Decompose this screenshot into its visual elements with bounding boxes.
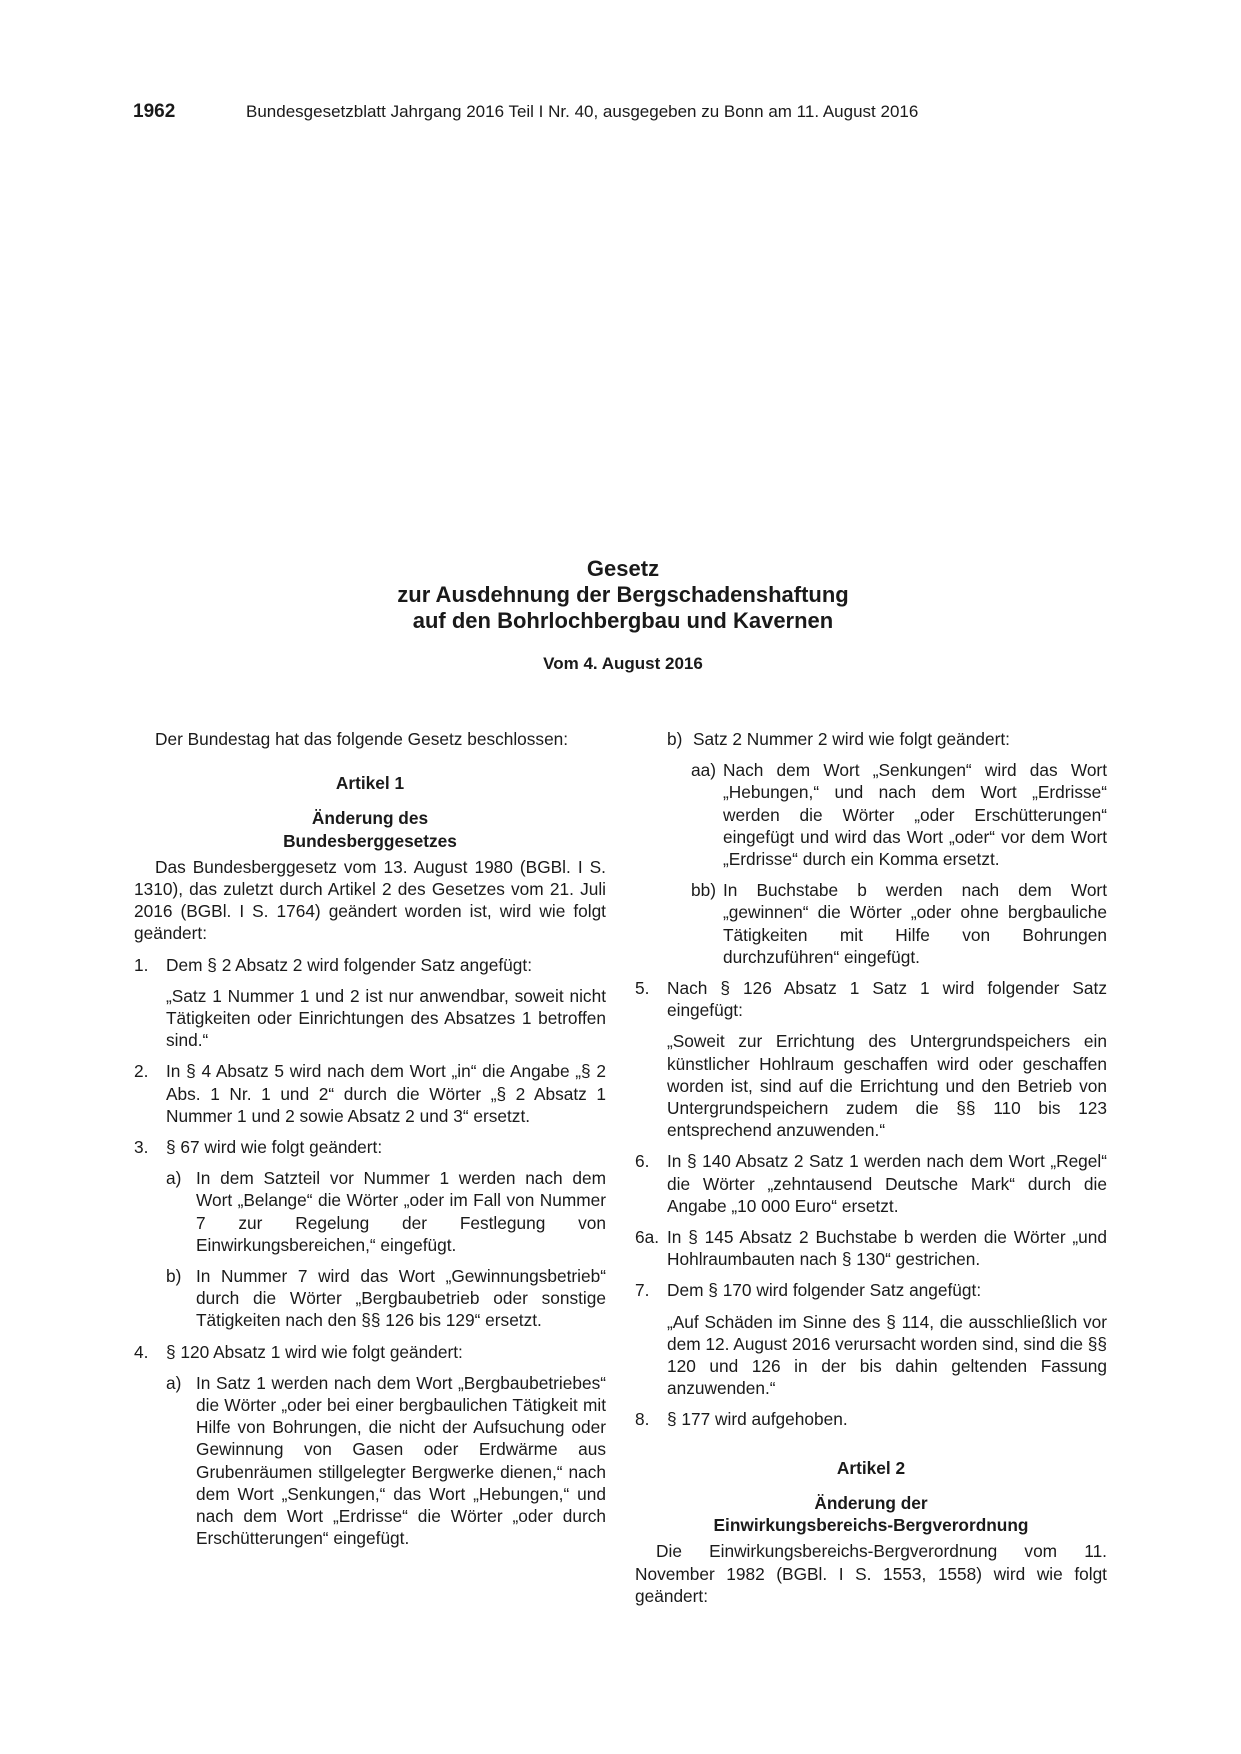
item-text: Nach § 126 Absatz 1 Satz 1 wird folgender Satz eingefügt: — [667, 978, 1107, 1021]
item-number: 6. — [635, 1151, 650, 1172]
item-number: 2. — [134, 1061, 149, 1082]
item-number: 3. — [134, 1137, 149, 1158]
page-number: 1962 — [133, 101, 176, 122]
article-1-title-line-1: Änderung des — [311, 808, 429, 829]
quoted-insertion: „Soweit zur Errichtung des Untergrundspeichers ein künstlicher Hohlraum geschaffen wird oder geschaffen worden ist, sind auf die Errichtung und den Betrieb von Untergrundspeichern zudem die §§ 110 bis 123 entsprechend anzuwenden.“ — [667, 1031, 1107, 1141]
item-text: In § 140 Absatz 2 Satz 1 werden nach dem Wort „Regel“ die Wörter „zehntausend Deutsche Mark“ durch die Angabe „10 000 Euro“ ersetzt. — [667, 1151, 1107, 1216]
list-item-3 — [134, 1136, 606, 1158]
sub-item-4b-bb — [635, 879, 1107, 968]
sub-item-text: In Satz 1 werden nach dem Wort „Bergbaubetriebes“ die Wörter „oder bei einer bergbaulichen Tätigkeit mit Hilfe von Bohrungen, die nicht der Aufsuchung oder Gewinnung von Gasen oder Erdwärme aus Grubenräumen stillgelegter Bergwerke dienen,“ nach dem Wort „Senkungen,“ das Wort „Hebungen,“ und nach dem Wort „Erdrisse“ die Wörter „oder durch Erschütterungen“ eingefügt. — [196, 1372, 606, 1549]
sub-item-text: Satz 2 Nummer 2 wird wie folgt geändert: — [693, 729, 1010, 749]
running-head: Bundesgesetzblatt Jahrgang 2016 Teil I Nr. 40, ausgegeben zu Bonn am 11. August 2016 — [246, 102, 919, 121]
article-1-intro: Das Bundesberggesetz vom 13. August 1980 (BGBl. I S. 1310), das zuletzt durch Artikel 2 des Gesetzes vom 21. Juli 2016 (BGBl. I S. 1764) geändert worden ist, wird wie folgt geändert: — [134, 856, 606, 944]
item-text: § 120 Absatz 1 wird wie folgt geändert: — [166, 1341, 463, 1362]
article-1-heading: Artikel 1 — [335, 773, 405, 794]
quoted-insertion: „Auf Schäden im Sinne des § 114, die ausschließlich vor dem 12. August 2016 verursacht worden sind, sind die §§ 120 und 126 in der bis dahin geltenden Fassung anzuwenden.“ — [667, 1311, 1107, 1399]
item-text: § 67 wird wie folgt geändert: — [166, 1137, 383, 1158]
list-item-6a — [635, 1226, 1107, 1270]
article-2-title-line-2: Einwirkungsbereichs-Bergverordnung — [713, 1515, 1029, 1536]
law-title-line-2: zur Ausdehnung der Bergschadenshaftung — [397, 582, 849, 607]
article-2-title-line-1: Änderung der — [814, 1492, 928, 1513]
left-column — [134, 728, 606, 1550]
sub-item-label: b) — [667, 729, 683, 749]
sub-item-text: In Nummer 7 wird das Wort „Gewinnungsbetrieb“ durch die Wörter „Bergbaubetrieb oder sonstige Tätigkeiten nach den §§ 126 bis 129“ ersetzt. — [196, 1266, 606, 1331]
sub-item-text: In dem Satzteil vor Nummer 1 werden nach dem Wort „Belange“ die Wörter „oder im Fall von Nummer 7 zur Regelung der Festlegung von Einwirkungsbereichen,“ eingefügt. — [196, 1168, 606, 1255]
law-title-line-3: auf den Bohrlochbergbau und Kavernen — [412, 608, 834, 633]
article-1-title-line-2: Bundesberggesetzes — [283, 830, 457, 851]
item-number: 7. — [635, 1280, 650, 1301]
item-number: 4. — [134, 1341, 149, 1362]
quoted-insertion: „Satz 1 Nummer 1 und 2 ist nur anwendbar, soweit nicht Tätigkeiten oder Einrichtungen des Absatzes 1 betroffen sind.“ — [166, 985, 606, 1051]
article-2-heading: Artikel 2 — [836, 1457, 906, 1478]
list-item-7 — [635, 1279, 1107, 1301]
title-block — [133, 556, 1113, 675]
item-number: 6a. — [635, 1227, 660, 1248]
sub-item-4b-aa — [635, 759, 1107, 870]
item-text: In § 145 Absatz 2 Buchstabe b werden die Wörter „und Hohlraumbauten nach § 130“ gestrichen. — [667, 1227, 1107, 1270]
list-item-5 — [635, 977, 1107, 1021]
item-number: 5. — [635, 978, 650, 999]
list-item-6 — [635, 1150, 1107, 1217]
sub-item-label: b) — [166, 1266, 182, 1287]
sub-item-3a — [134, 1167, 606, 1256]
sub-item-label: aa) — [691, 760, 716, 781]
right-column — [635, 728, 1107, 1607]
item-number: 1. — [134, 954, 149, 975]
preamble: Der Bundestag hat das folgende Gesetz beschlossen: — [155, 729, 569, 749]
sub-item-text: In Buchstabe b werden nach dem Wort „gewinnen“ die Wörter „oder ohne bergbauliche Tätigkeiten mit Hilfe von Bohrungen durchzuführen“ eingefügt. — [723, 880, 1107, 967]
list-item-8 — [635, 1408, 1107, 1430]
sub-item-4a — [134, 1372, 606, 1550]
list-item-4 — [134, 1341, 606, 1363]
page-header — [133, 101, 1113, 123]
list-item-1 — [134, 954, 606, 976]
item-text: In § 4 Absatz 5 wird nach dem Wort „in“ die Angabe „§ 2 Abs. 1 Nr. 1 und 2“ durch die Wörter „§ 2 Absatz 1 Nummer 1 und 2 sowie Absatz 2 und 3“ ersetzt. — [166, 1061, 606, 1126]
list-item-2 — [134, 1060, 606, 1127]
law-date: Vom 4. August 2016 — [543, 654, 703, 673]
sub-item-3b — [134, 1265, 606, 1332]
item-number: 8. — [635, 1409, 650, 1430]
sub-item-label: bb) — [691, 880, 716, 901]
item-text: Dem § 170 wird folgender Satz angefügt: — [667, 1280, 982, 1301]
item-text: Dem § 2 Absatz 2 wird folgender Satz angefügt: — [166, 954, 533, 975]
sub-item-text: Nach dem Wort „Senkungen“ wird das Wort „Hebungen,“ und nach dem Wort „Erdrisse“ werden die Wörter „oder Erschütterungen“ eingefügt und wird das Wort „oder“ vor dem Wort „Erdrisse“ durch ein Komma ersetzt. — [723, 760, 1107, 870]
sub-item-label: a) — [166, 1372, 182, 1393]
item-text: § 177 wird aufgehoben. — [667, 1409, 848, 1430]
article-2-intro: Die Einwirkungsbereichs-Bergverordnung vom 11. November 1982 (BGBl. I S. 1553, 1558) wird wie folgt geändert: — [635, 1541, 1107, 1606]
law-title-line-1: Gesetz — [586, 556, 660, 581]
sub-item-4b — [635, 728, 1107, 750]
sub-item-label: a) — [166, 1168, 182, 1189]
